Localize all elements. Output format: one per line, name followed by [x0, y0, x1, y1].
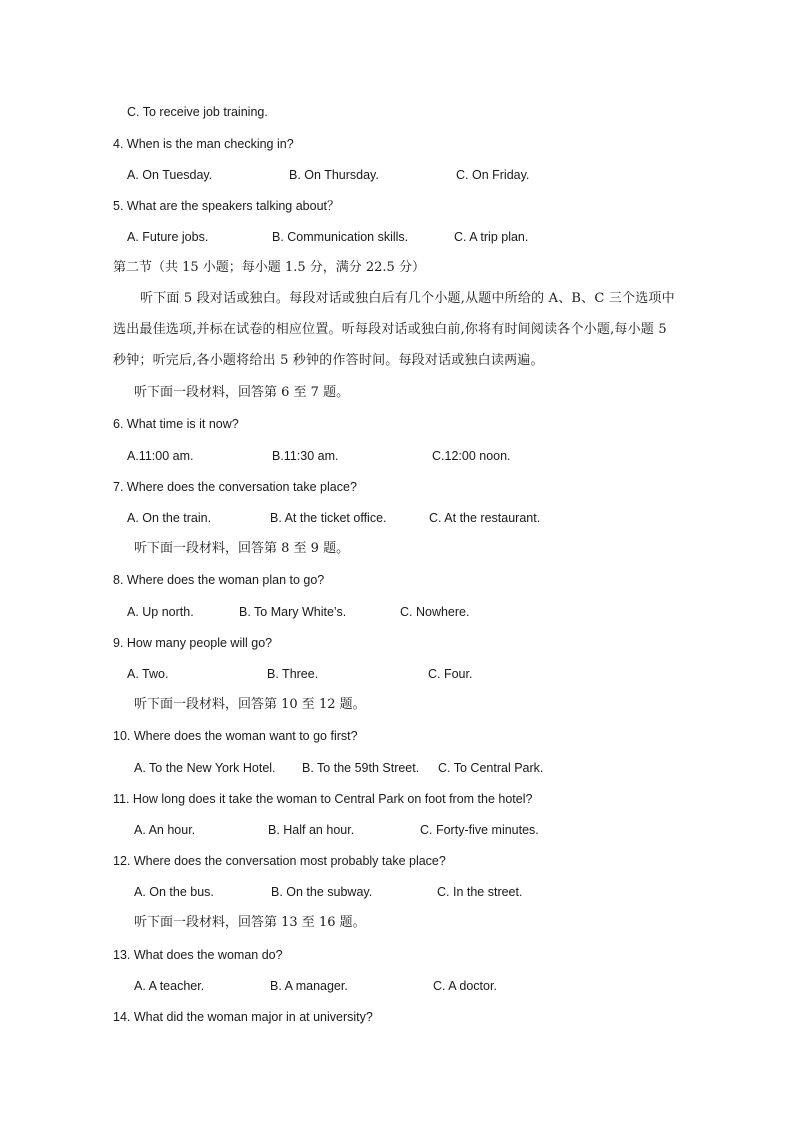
group-intro-13-16: 听下面一段材料，回答第 13 至 16 题。: [134, 915, 366, 930]
q10-option-a: A. To the New York Hotel.: [134, 761, 276, 775]
q13-option-b: B. A manager.: [270, 979, 348, 993]
question-9: 9. How many people will go?: [113, 636, 273, 650]
q4-option-a: A. On Tuesday.: [127, 168, 213, 182]
question-11: 11. How long does it take the woman to Central Park on foot from the hotel?: [113, 792, 533, 806]
q8-option-b: B. To Mary White’s.: [239, 605, 347, 619]
q8-option-a: A. Up north.: [127, 605, 194, 619]
q6-option-b: B.11:30 am.: [272, 449, 339, 463]
question-6: 6. What time is it now?: [113, 417, 239, 431]
instructions-paragraph: 听下面 5 段对话或独白。每段对话或独白后有几个小题,从题中所给的 A、B、C 三个选项中选出最佳选项,并标在试卷的相应位置。听每段对话或独白前,你将有时间阅读各个小题,每小题 5 秒钟；听完后,各小题将给出 5 秒钟的作答时间。每段对话或独白读两遍。: [113, 291, 675, 368]
q4-option-c: C. On Friday.: [456, 168, 530, 182]
q9-option-a: A. Two.: [127, 667, 169, 681]
q12-option-c: C. In the street.: [437, 885, 523, 899]
question-5: 5. What are the speakers talking about？: [113, 199, 340, 213]
q3-option-c: C. To receive job training.: [127, 105, 268, 119]
q4-option-b: B. On Thursday.: [289, 168, 379, 182]
q7-option-b: B. At the ticket office.: [270, 511, 387, 525]
q5-option-c: C. A trip plan.: [454, 230, 529, 244]
group-intro-6-7: 听下面一段材料，回答第 6 至 7 题。: [134, 385, 350, 400]
q12-option-b: B. On the subway.: [271, 885, 373, 899]
q8-option-c: C. Nowhere.: [400, 605, 470, 619]
question-14: 14. What did the woman major in at university?: [113, 1010, 373, 1024]
q10-option-b: B. To the 59th Street.: [302, 761, 420, 775]
q12-option-a: A. On the bus.: [134, 885, 214, 899]
q7-option-a: A. On the train.: [127, 511, 212, 525]
question-12: 12. Where does the conversation most probably take place?: [113, 854, 446, 868]
q7-option-c: C. At the restaurant.: [429, 511, 541, 525]
question-7: 7. Where does the conversation take place?: [113, 480, 357, 494]
group-intro-8-9: 听下面一段材料，回答第 8 至 9 题。: [134, 541, 350, 556]
q10-option-c: C. To Central Park.: [438, 761, 544, 775]
q11-option-c: C. Forty-five minutes.: [420, 823, 539, 837]
question-8: 8. Where does the woman plan to go?: [113, 573, 325, 587]
q6-option-c: C.12:00 noon.: [432, 449, 511, 463]
q5-option-b: B. Communication skills.: [272, 230, 409, 244]
q6-option-a: A.11:00 am.: [127, 449, 194, 463]
q11-option-a: A. An hour.: [134, 823, 196, 837]
section-heading: 第二节（共 15 小题；每小题 1.5 分，满分 22.5 分）: [113, 260, 425, 275]
group-intro-10-12: 听下面一段材料，回答第 10 至 12 题。: [134, 697, 366, 712]
q9-option-b: B. Three.: [267, 667, 319, 681]
q11-option-b: B. Half an hour.: [268, 823, 355, 837]
q13-option-c: C. A doctor.: [433, 979, 497, 993]
q9-option-c: C. Four.: [428, 667, 473, 681]
question-4: 4. When is the man checking in?: [113, 137, 294, 151]
question-13: 13. What does the woman do?: [113, 948, 283, 962]
q13-option-a: A. A teacher.: [134, 979, 205, 993]
q5-option-a: A. Future jobs.: [127, 230, 209, 244]
question-10: 10. Where does the woman want to go first?: [113, 729, 358, 743]
